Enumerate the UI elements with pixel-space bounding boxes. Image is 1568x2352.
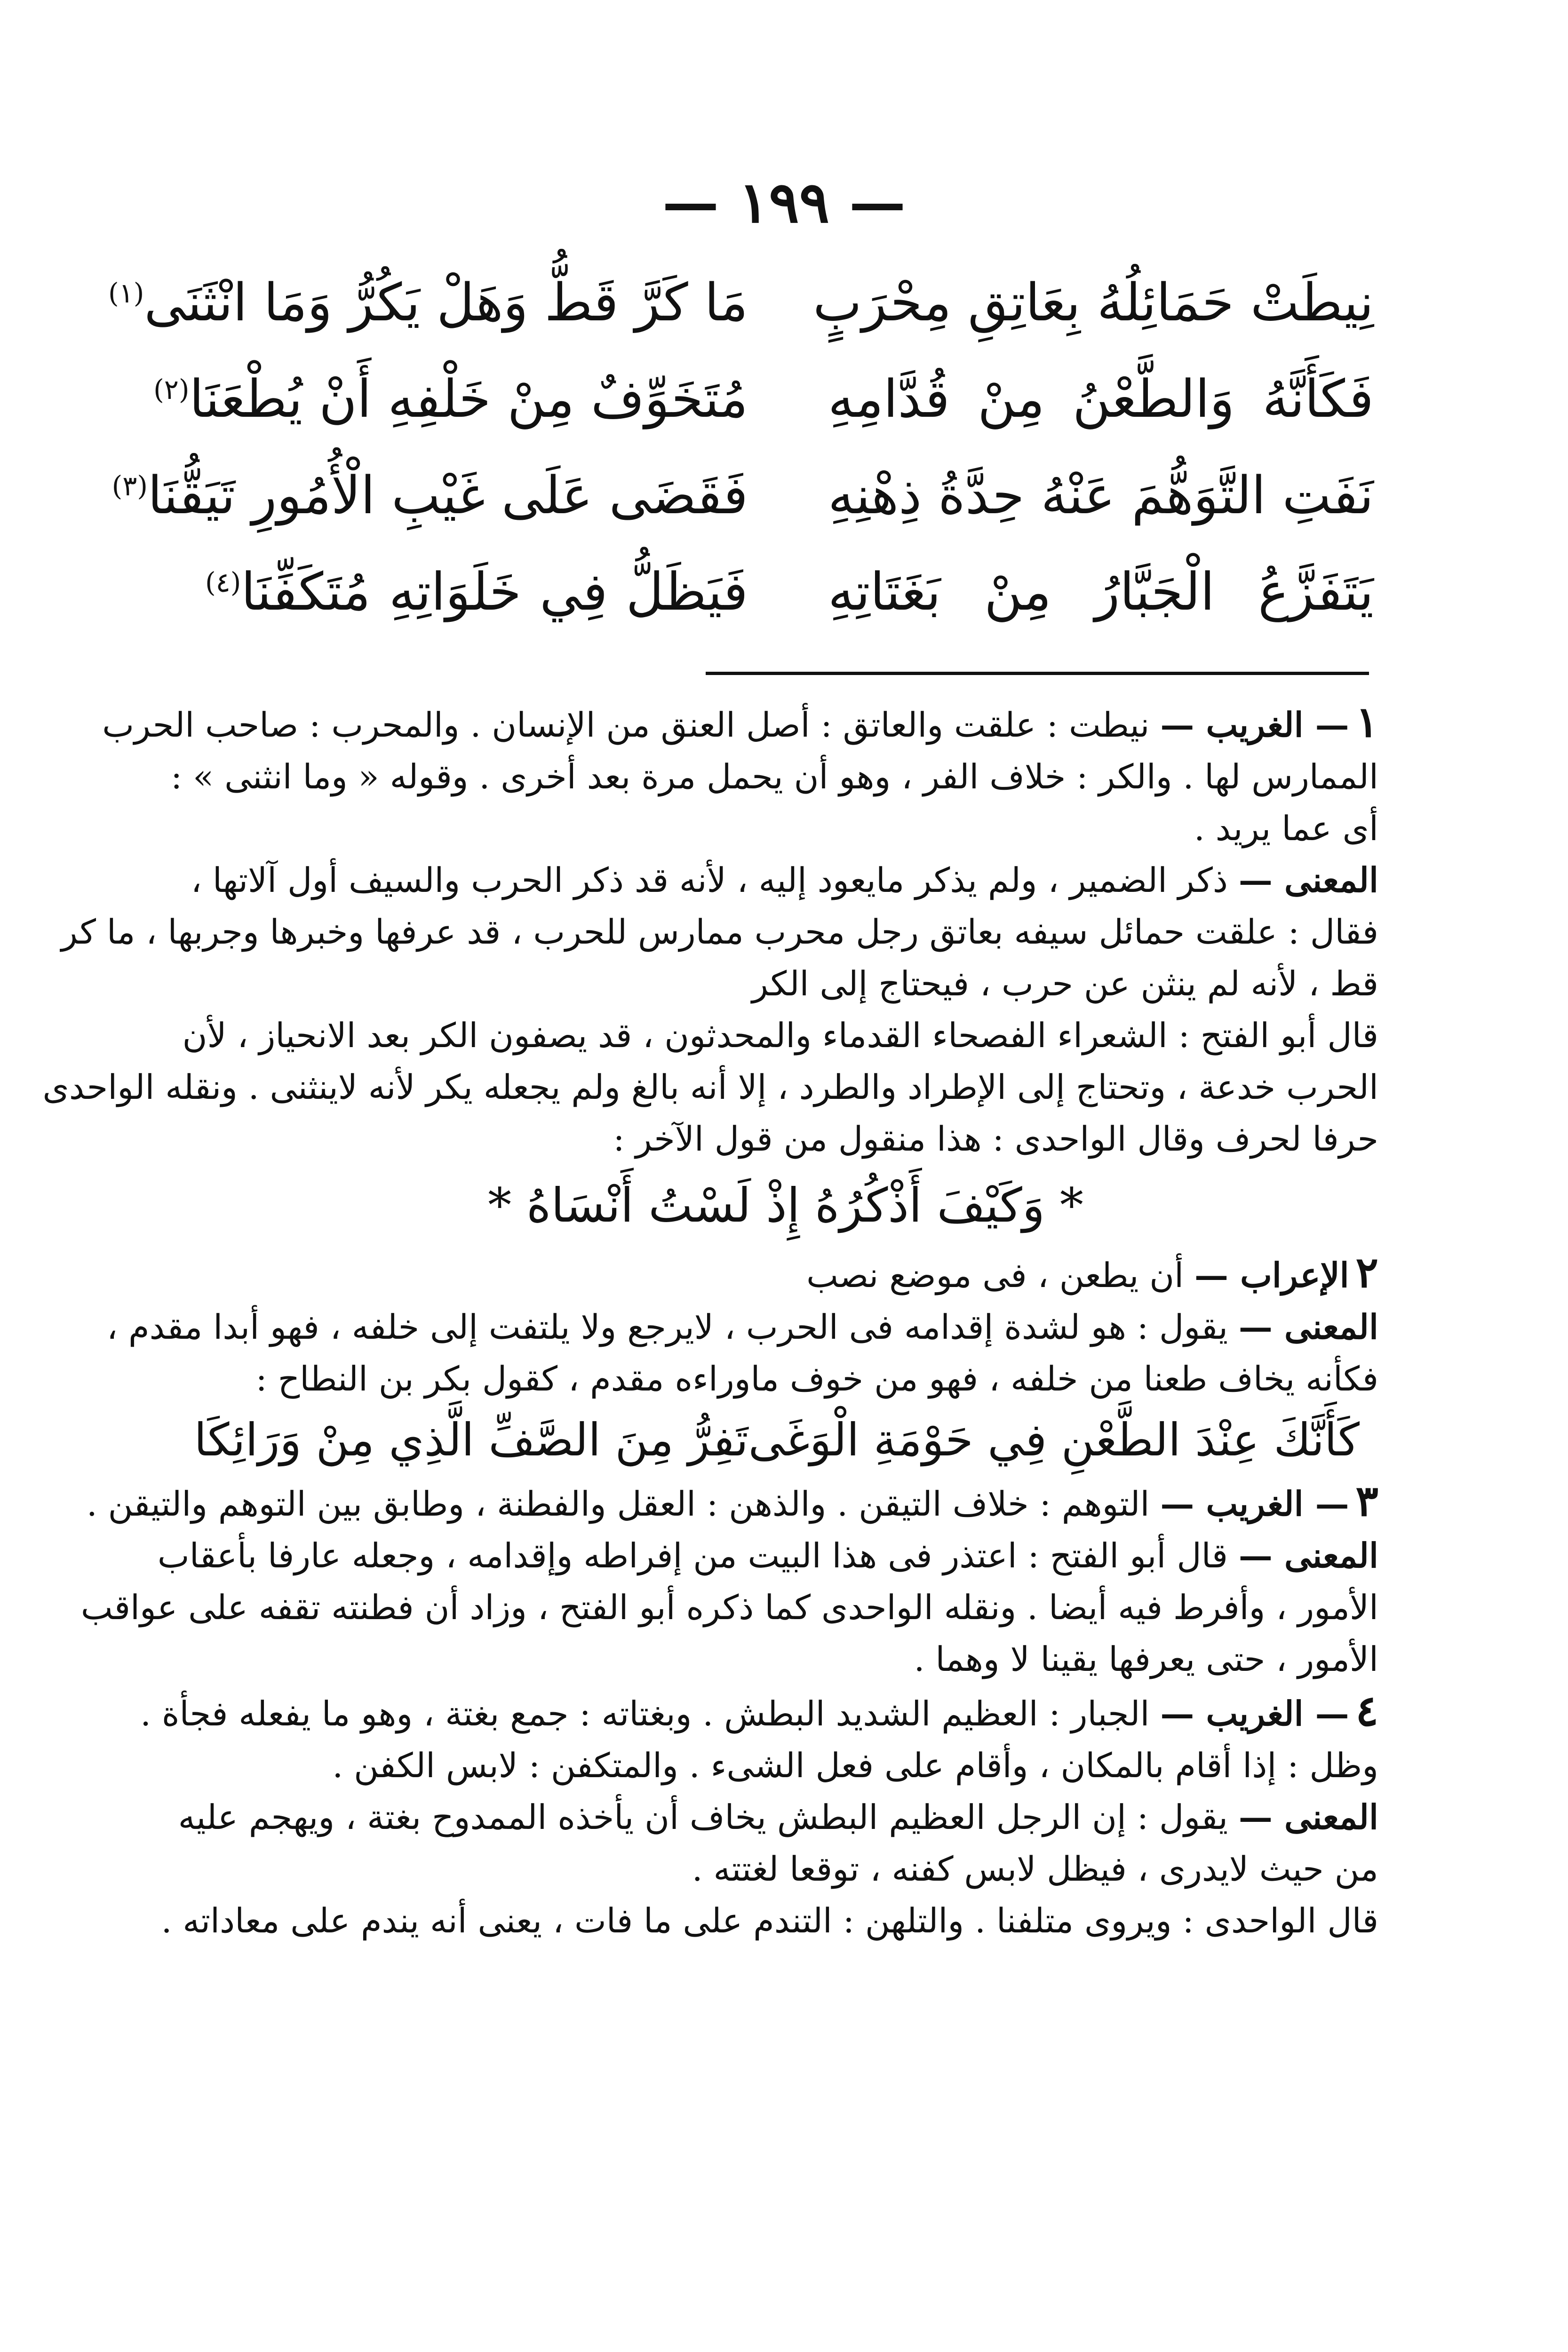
note-1-quoted-verse: * وَكَيْفَ أَذْكُرُهُ إِذْ لَسْتُ أَنْسَاهُ * [488, 1178, 1083, 1233]
note-1-gharib-line [102, 696, 1378, 751]
note-4-maana-label: المعنى — [1238, 1797, 1378, 1837]
note-3-number: ٣ [1355, 1476, 1378, 1526]
note-2-irab-text: أن يطعن ، فى موضع نصب [806, 1255, 1184, 1295]
note-4-gharib-label: — الغريب — [1160, 1693, 1349, 1733]
verse-2-text: مُتَخَوِّفٌ مِنْ خَلْفِهِ أَنْ يُطْعَنَا [189, 368, 748, 429]
verse-2-second-hemistich [153, 364, 748, 434]
note-3-maana-line-2: الأمور ، وأفرط فيه أيضا . ونقله الواحدى كما ذكره أبو الفتح ، وزاد أن فطنته تقفه على عواقب [80, 1588, 1378, 1627]
verse-4 [202, 543, 1374, 640]
note-1-maana-line-2: فقال : علقت حمائل سيفه بعاتق رجل محرب ممارس للحرب ، قد عرفها وخبرها وجربها ، ما كر [61, 912, 1378, 952]
note-4-gharib-text: الجبار : العظيم الشديد البطش . وبغتاته : جمع بغتة ، وهو ما يفعله فجأة . [140, 1694, 1150, 1733]
note-2-maana-text: يقول : هو لشدة إقدامه فى الحرب ، لايرجع ولا يلتفت إلى خلفه ، فهو أبدا مقدم ، [106, 1307, 1228, 1347]
note-4-gharib-line [140, 1685, 1378, 1740]
verse-1-text: مَا كَرَّ قَطُّ وَهَلْ يَكُرُّ وَمَا انْثَنَى [144, 272, 748, 333]
note-3-gharib-label: — الغريب — [1160, 1484, 1349, 1524]
note-2-quoted-couplet [193, 1405, 1378, 1475]
footnote-ref-1: (١) [108, 277, 144, 309]
note-1-abu-line-3: حرفا لحرف وقال الواحدى : هذا منقول من قول الآخر : [613, 1119, 1378, 1159]
page-number: — ١٩٩ — [662, 169, 906, 236]
verse-1 [108, 254, 1374, 350]
note-2-irab-line [193, 1247, 1378, 1301]
note-1-gharib-label: — الغريب — [1160, 705, 1349, 745]
note-4-gharib-line-2: وظل : إذا أقام بالمكان ، وأقام على فعل الشىء . والمتكفن : لابس الكفن . [332, 1746, 1378, 1785]
verse-1-first-hemistich: نِيطَتْ حَمَائِلُهُ بِعَاتِقِ مِحْرَبٍ [813, 272, 1374, 333]
footnote-ref-4: (٤) [205, 566, 241, 598]
note-2-maana-line [106, 1301, 1378, 1353]
note-2-maana-line-2: فكأنه يخاف طعنا من خلفه ، فهو من خوف ماوراءه مقدم ، كقول بكر بن النطاح : [255, 1359, 1378, 1398]
note-3-maana-line-3: الأمور ، حتى يعرفها يقينا لا وهما . [914, 1639, 1378, 1679]
verse-3-text: فَقَضَى عَلَى غَيْبِ الْأُمُورِ تَيَقُّنَا [148, 465, 748, 525]
note-1-maana-text: ذكر الضمير ، ولم يذكر مايعود إليه ، لأنه قد ذكر الحرب والسيف أول آلاتها ، [191, 860, 1228, 900]
note-3-gharib-text: التوهم : خلاف التيقن . والذهن : العقل والفطنة ، وطابق بين التوهم والتيقن . [86, 1484, 1150, 1524]
note-1-number: ١ [1355, 697, 1378, 747]
poem-block [108, 254, 1374, 640]
note-1-abu-line-1: قال أبو الفتح : الشعراء الفصحاء القدماء والمحدثون ، قد يصفون الكر بعد الانحياز ، لأن [182, 1016, 1378, 1055]
verse-4-text: فَيَظَلُّ فِي خَلَوَاتِهِ مُتَكَفِّنَا [241, 561, 748, 622]
note-4-maana-text: يقول : إن الرجل العظيم البطش يخاف أن يأخذه الممدوح بغتة ، ويهجم عليه [178, 1797, 1228, 1837]
verse-3 [111, 447, 1374, 543]
note-1-maana-line-3: قط ، لأنه لم ينثن عن حرب ، فيحتاج إلى الكر [752, 964, 1378, 1003]
note-1-gharib-line-2: الممارس لها . والكر : خلاف الفر ، وهو أن يحمل مرة بعد أخرى . وقوله « وما انثنى » : [171, 757, 1378, 796]
note-1-maana-line [193, 854, 1378, 906]
footnote-separator [706, 672, 1369, 675]
footnote-ref-2: (٢) [153, 373, 190, 405]
note-2-quote-second-hemistich: تَفِرُّ مِنَ الصَّفِّ الَّذِي مِنْ وَرَائِكَا [194, 1414, 748, 1466]
verse-3-second-hemistich [111, 460, 748, 531]
note-4-wahidi-line: قال الواحدى : ويروى متلفنا . والتلهن : التندم على ما فات ، يعنى أنه يندم على معاداته . [161, 1901, 1378, 1940]
note-4-number: ٤ [1355, 1686, 1378, 1736]
note-1-maana-label: المعنى — [1238, 860, 1378, 900]
note-3-gharib-line [86, 1475, 1378, 1530]
commentary-block [42, 696, 1378, 1947]
verse-2 [153, 350, 1374, 447]
note-1-gharib-text: نيطت : علقت والعاتق : أصل العنق من الإنسان . والمحرب : صاحب الحرب [102, 705, 1150, 745]
note-4-maana-line-2: من حيث لايدرى ، فيظل لابس كفنه ، توقعا لغتته . [692, 1849, 1378, 1889]
verse-3-first-hemistich: نَفَتِ التَّوَهُّمَ عَنْهُ حِدَّةُ ذِهْنِهِ [828, 465, 1374, 525]
verse-2-first-hemistich: فَكَأَنَّهُ وَالطَّعْنُ مِنْ قُدَّامِهِ [828, 368, 1374, 429]
note-2-irab-label: الإعراب — [1194, 1255, 1349, 1295]
note-1-abu-line-2: الحرب خدعة ، وتحتاج إلى الإطراد والطرد ، إلا أنه بالغ ولم يجعله يكر لأنه لاينثنى . ونقله الواحدى [42, 1067, 1378, 1107]
note-3-maana-line [157, 1530, 1378, 1581]
note-2-quote-first-hemistich: كَأَنَّكَ عِنْدَ الطَّعْنِ فِي حَوْمَةِ الْوَغَى [748, 1414, 1360, 1466]
note-3-maana-text: قال أبو الفتح : اعتذر فى هذا البيت من إفراطه وإقدامه ، وجعله عارفا بأعقاب [157, 1536, 1228, 1575]
note-2-number: ٢ [1355, 1248, 1378, 1297]
note-3-maana-label: المعنى — [1238, 1535, 1378, 1575]
verse-4-first-hemistich: يَتَفَزَّعُ الْجَبَّارُ مِنْ بَغَتَاتِهِ [828, 561, 1374, 622]
note-1-gharib-line-3: أى عما يريد . [1194, 809, 1378, 848]
verse-4-second-hemistich [202, 556, 748, 627]
note-2-maana-label: المعنى — [1238, 1307, 1378, 1347]
footnote-ref-3: (٣) [111, 469, 148, 502]
note-4-maana-line [178, 1791, 1378, 1843]
verse-1-second-hemistich [108, 267, 748, 338]
